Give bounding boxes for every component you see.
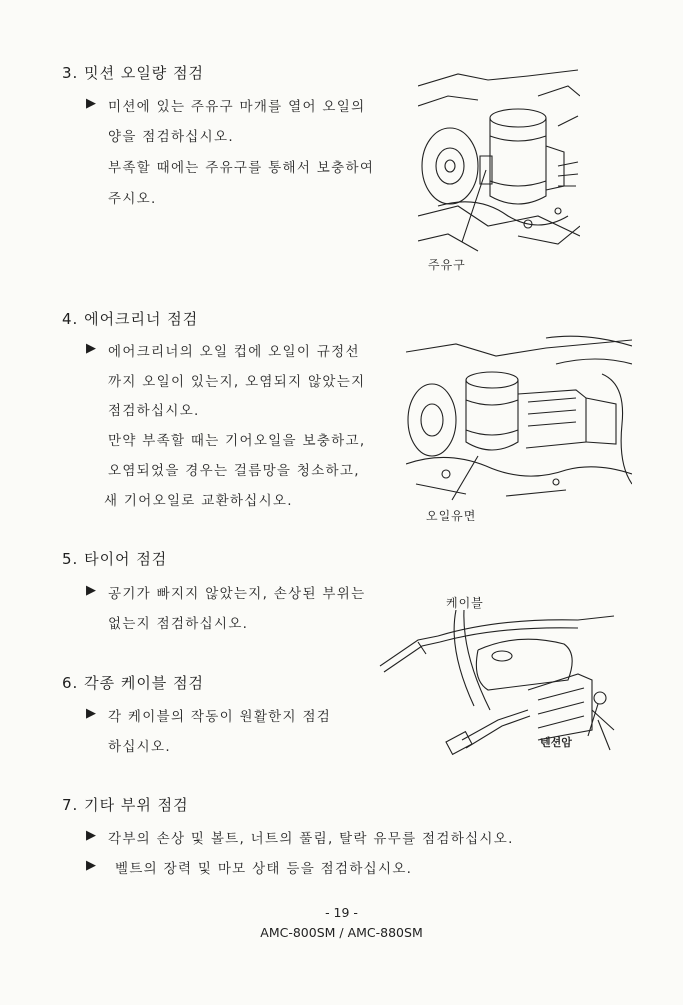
body-text-line: 점검하십시오. bbox=[108, 403, 200, 419]
section-heading: 6. 각종 케이블 점검 bbox=[62, 674, 205, 692]
cable-illustration bbox=[378, 610, 616, 762]
body-text-line: 각부의 손상 및 볼트, 너트의 풀림, 탈락 유무를 점검하십시오. bbox=[108, 831, 514, 847]
section-heading: 5. 타이어 점검 bbox=[62, 550, 168, 568]
triangle-bullet-icon: ▶ bbox=[86, 341, 96, 356]
body-text-line: 만약 부족할 때는 기어오일을 보충하고, bbox=[108, 433, 366, 449]
section-heading: 7. 기타 부위 점검 bbox=[62, 796, 189, 814]
body-text-line: 각 케이블의 작동이 원활한지 점검 bbox=[108, 709, 332, 725]
page-number: - 19 - bbox=[325, 905, 358, 920]
figure-label-tension-arm: 텐션암 bbox=[540, 736, 572, 749]
body-text-line: 까지 오일이 있는지, 오염되지 않았는지 bbox=[108, 374, 366, 390]
air-cleaner-illustration bbox=[406, 334, 632, 506]
body-text-line: 부족할 때에는 주유구를 통해서 보충하여 bbox=[108, 160, 375, 176]
body-text-line: 공기가 빠지지 않았는지, 손상된 부위는 bbox=[108, 586, 366, 602]
body-text-line: 새 기어오일로 교환하십시오. bbox=[104, 493, 293, 509]
body-text-line: 없는지 점검하십시오. bbox=[108, 616, 249, 632]
figure-label-oil-level: 오일유면 bbox=[426, 509, 477, 523]
figure-label-cable: 케이블 bbox=[446, 596, 484, 610]
triangle-bullet-icon: ▶ bbox=[86, 828, 96, 843]
section-heading: 3. 밋션 오일량 점검 bbox=[62, 64, 205, 82]
model-name: AMC-800SM / AMC-880SM bbox=[260, 925, 423, 940]
triangle-bullet-icon: ▶ bbox=[86, 858, 96, 873]
body-text-line: 미션에 있는 주유구 마개를 열어 오일의 bbox=[108, 99, 366, 115]
body-text-line: 양을 점검하십시오. bbox=[108, 129, 234, 145]
triangle-bullet-icon: ▶ bbox=[86, 583, 96, 598]
body-text-line: 에어크리너의 오일 컵에 오일이 규정선 bbox=[108, 344, 360, 360]
triangle-bullet-icon: ▶ bbox=[86, 706, 96, 721]
body-text-line: 주시오. bbox=[108, 191, 157, 207]
triangle-bullet-icon: ▶ bbox=[86, 96, 96, 111]
figure-label-filler: 주유구 bbox=[428, 258, 466, 272]
transmission-filler-illustration bbox=[418, 66, 580, 256]
section-heading: 4. 에어크리너 점검 bbox=[62, 310, 199, 328]
body-text-line: 벨트의 장력 및 마모 상태 등을 점검하십시오. bbox=[115, 861, 413, 877]
body-text-line: 하십시오. bbox=[108, 739, 171, 755]
body-text-line: 오염되었을 경우는 걸름망을 청소하고, bbox=[108, 463, 360, 479]
